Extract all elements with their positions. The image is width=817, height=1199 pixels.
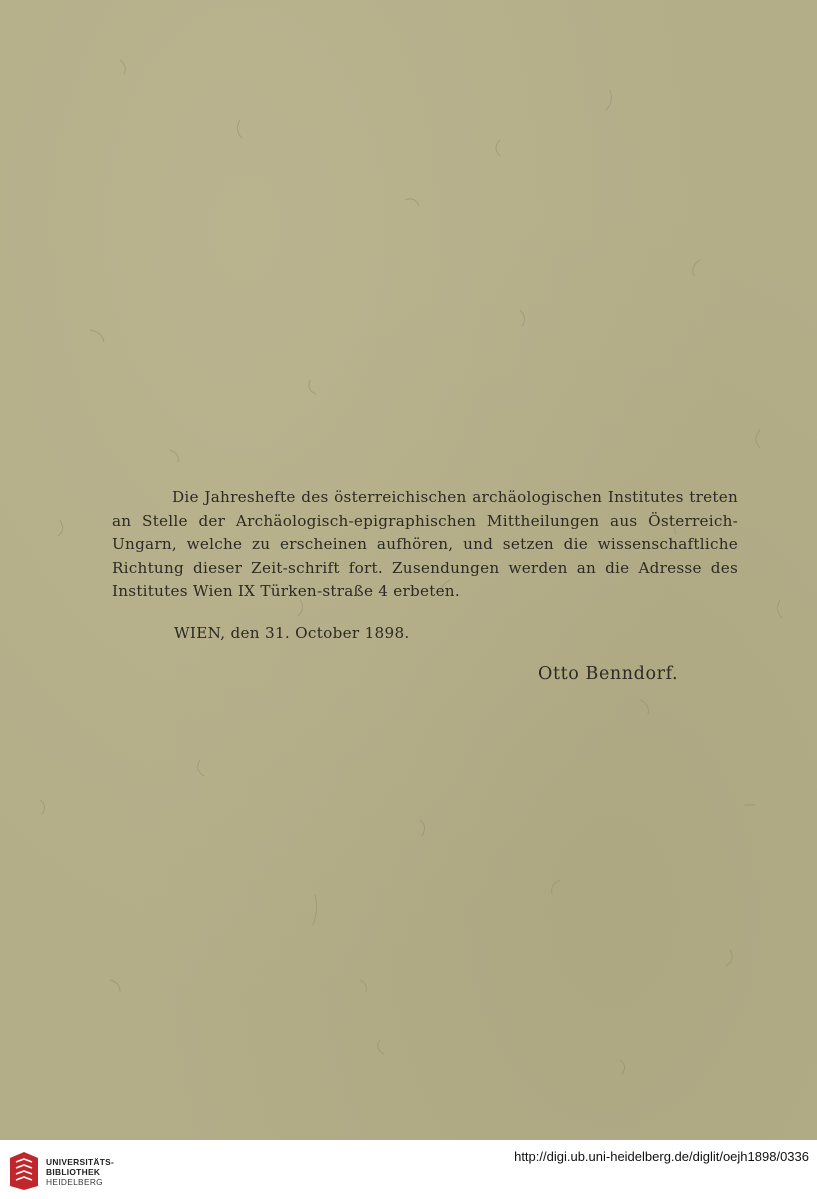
library-logo[interactable] [8,1148,128,1192]
announcement-paragraph: Die Jahreshefte des österreichischen archäologischen Institutes treten an Stelle der Archäologisch-epigraphischen Mittheilungen aus Österreich-Ungarn, welche zu erscheinen aufhören, und setzen die wissenschaftliche Richtung dieser Zeit-schrift fort. Zusendungen werden an die Adresse des Institutes Wien IX Türken-straße 4 erbeten. [112,488,738,601]
signature: Otto Benndorf. [538,664,679,684]
library-name-line3: HEIDELBERG [46,1177,103,1187]
source-url-link[interactable]: http://digi.ub.uni-heidelberg.de/diglit/oejh1898/0336 [514,1149,809,1164]
library-emblem-icon [8,1152,40,1190]
library-name-line1: UNIVERSITÄTS- [46,1157,115,1167]
dateline: WIEN, den 31. October 1898. [174,624,410,642]
footer-bar [0,1140,817,1199]
library-name-line2: BIBLIOTHEK [46,1167,101,1177]
announcement-text [112,486,738,604]
library-name [46,1157,114,1187]
